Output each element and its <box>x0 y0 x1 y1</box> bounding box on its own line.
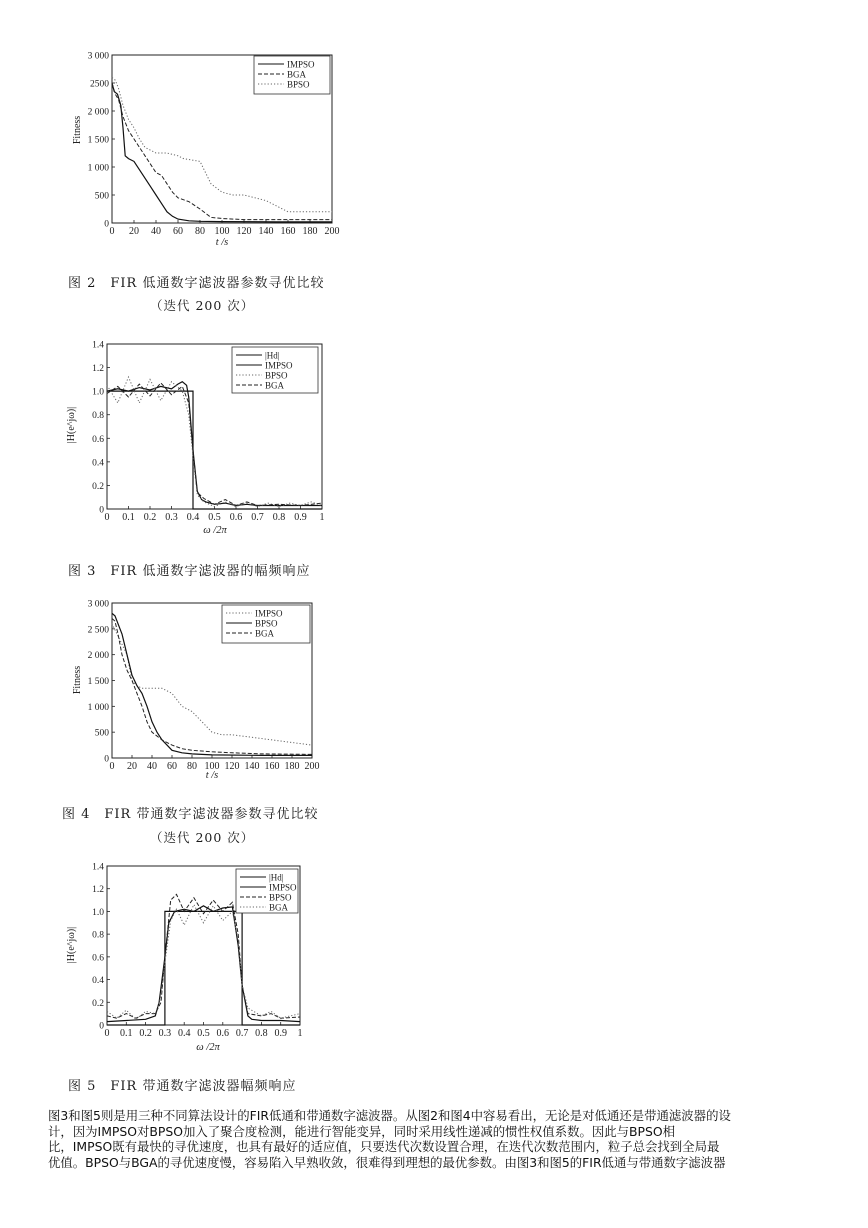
figure-2-subcaption: （迭代 200 次） <box>150 298 255 313</box>
x-axis-label: ω /2π <box>203 525 227 536</box>
y-axis-label: Fitness <box>72 115 83 145</box>
x-axis-label: ω /2π <box>196 1042 220 1053</box>
figure-5-caption <box>68 1075 296 1094</box>
x-tick-label: 180 <box>284 761 300 772</box>
x-tick-label: 80 <box>187 761 197 772</box>
x-tick-label: 160 <box>264 761 280 772</box>
x-tick-label: 0.2 <box>143 512 157 523</box>
legend-label: BPSO <box>287 79 310 90</box>
x-axis-label: t /s <box>215 237 229 248</box>
legend-label: |Hd| <box>265 350 280 361</box>
y-tick-label: 1 000 <box>87 702 109 713</box>
paragraph-line: 计，因为IMPSO对BPSO加入了聚合度检测，能进行智能变异，同时采用线性递减的惯性权值系数。因此与BPSO相 <box>48 1123 676 1139</box>
y-tick-label: 1.2 <box>92 885 104 896</box>
x-tick-label: 0.2 <box>139 1028 152 1039</box>
x-tick-label: 120 <box>236 226 252 237</box>
x-tick-label: 0 <box>104 512 110 523</box>
x-tick-label: 0.4 <box>186 512 200 523</box>
y-tick-label: 1 500 <box>87 135 109 146</box>
y-tick-label: 0.6 <box>92 953 104 964</box>
chart-2 <box>66 341 325 537</box>
caption-text: FIR 带通数字滤波器参数寻优比较 <box>104 807 319 822</box>
paragraph-line: 图3和图5则是用三种不同算法设计的FIR低通和带通数字滤波器。从图2和图4中容易看出，无论是对低通还是带通滤波器的设 <box>48 1108 731 1123</box>
x-tick-label: 0 <box>109 761 115 772</box>
caption-text: FIR 带通数字滤波器幅频响应 <box>110 1079 297 1094</box>
y-tick-label: 1 500 <box>87 677 109 687</box>
legend-label: IMPSO <box>287 59 315 70</box>
legend-label: BGA <box>287 69 307 80</box>
x-tick-label: 200 <box>304 761 320 772</box>
series-line-bga <box>107 380 322 506</box>
legend-label: BPSO <box>255 618 278 629</box>
y-tick-label: 0.2 <box>92 481 104 492</box>
legend-label: BPSO <box>265 370 288 381</box>
legend-label: |Hd| <box>269 872 284 883</box>
legend-label: IMPSO <box>269 882 297 893</box>
x-tick-label: 40 <box>151 226 161 237</box>
paragraph-line: 比，IMPSO既有最快的寻优速度，也具有最好的适应值，只要迭代次数设置合理，在迭代次数范围内，粒子总会找到全局最 <box>48 1139 720 1154</box>
figure-4-caption <box>62 803 318 822</box>
x-tick-label: 0.7 <box>251 512 264 523</box>
series-line-bpso <box>112 77 332 211</box>
x-tick-label: 100 <box>214 226 230 237</box>
y-tick-label: 3 000 <box>87 599 109 610</box>
y-tick-label: 1 000 <box>87 163 109 174</box>
figure-2-caption <box>68 272 324 291</box>
y-tick-label: 0.6 <box>92 434 104 445</box>
y-tick-label: 0.4 <box>92 976 104 987</box>
chart-4 <box>66 863 303 1054</box>
x-tick-label: 0.3 <box>158 1028 172 1039</box>
x-tick-label: 0.9 <box>274 1028 287 1039</box>
x-tick-label: 1 <box>319 512 325 523</box>
series-line-bpso <box>107 377 322 507</box>
y-tick-label: 1.4 <box>92 340 104 351</box>
y-tick-label: 1.2 <box>92 364 104 375</box>
figure-number: 图 2 <box>68 276 97 291</box>
x-tick-label: 1 <box>297 1028 303 1039</box>
y-tick-label: 0.2 <box>92 998 104 1009</box>
legend-label: BGA <box>255 628 275 639</box>
x-tick-label: 140 <box>244 761 260 772</box>
x-tick-label: 0.8 <box>272 512 286 523</box>
y-axis-label: |H(e^jω)| <box>66 406 77 444</box>
legend <box>254 56 330 94</box>
series-line-hd <box>107 911 300 1025</box>
paragraph-line: 优值。BPSO与BGA的寻优速度慢，容易陷入早熟收敛，很难得到理想的最优参数。由图3和图5的FIR低通与带通数字滤波器 <box>48 1154 726 1170</box>
y-tick-label: 500 <box>94 191 109 202</box>
legend <box>222 605 310 643</box>
x-tick-label: 0.8 <box>255 1028 268 1039</box>
y-tick-label: 3 000 <box>87 51 109 62</box>
x-tick-label: 0 <box>104 1028 110 1039</box>
y-tick-label: 1.0 <box>92 907 104 918</box>
figure-number: 图 5 <box>68 1079 97 1094</box>
body-paragraph <box>48 1108 824 1170</box>
figure-3-caption <box>68 560 310 579</box>
figure-4-subcaption: （迭代 200 次） <box>150 830 255 845</box>
legend-label: IMPSO <box>265 360 293 371</box>
legend-label: BGA <box>269 902 289 913</box>
y-tick-label: 500 <box>94 728 109 739</box>
legend-label: BPSO <box>269 892 292 903</box>
figure-number: 图 4 <box>62 807 91 822</box>
caption-text: FIR 低通数字滤波器参数寻优比较 <box>110 276 325 291</box>
x-tick-label: 60 <box>173 226 183 237</box>
x-tick-label: 60 <box>167 761 177 772</box>
y-tick-label: 0 <box>99 1021 104 1032</box>
y-tick-label: 0 <box>104 219 109 230</box>
legend-label: IMPSO <box>255 608 283 619</box>
legend-label: BGA <box>265 380 285 391</box>
x-tick-label: 200 <box>324 226 340 237</box>
x-tick-label: 20 <box>129 226 139 237</box>
y-tick-label: 0.4 <box>92 458 104 469</box>
y-axis-label: |H(e^jω)| <box>66 926 77 964</box>
x-tick-label: 0.7 <box>235 1028 249 1039</box>
x-tick-label: 0.3 <box>165 512 178 523</box>
y-axis-label: Fitness <box>72 665 83 695</box>
x-tick-label: 140 <box>258 226 274 237</box>
x-tick-label: 0.6 <box>216 1028 230 1039</box>
x-tick-label: 80 <box>195 226 205 237</box>
y-tick-label: 0 <box>104 754 109 765</box>
x-tick-label: 40 <box>147 761 157 772</box>
x-tick-label: 0.5 <box>208 512 221 523</box>
caption-text: FIR 低通数字滤波器的幅频响应 <box>110 564 311 579</box>
x-tick-label: 20 <box>127 761 137 772</box>
y-tick-label: 2 000 <box>87 651 109 662</box>
x-tick-label: 0.5 <box>197 1028 210 1039</box>
y-tick-label: 0.8 <box>92 411 104 422</box>
y-tick-label: 2 000 <box>87 107 109 118</box>
y-tick-label: 0 <box>99 505 104 516</box>
x-tick-label: 0.6 <box>229 512 243 523</box>
series-line-bga <box>112 83 332 220</box>
y-tick-label: 1.0 <box>92 387 104 398</box>
x-tick-label: 0.9 <box>294 512 307 523</box>
x-tick-label: 0 <box>109 226 115 237</box>
series-line-impso <box>112 83 332 222</box>
x-tick-label: 100 <box>204 761 220 772</box>
legend <box>232 347 318 393</box>
y-tick-label: 0.8 <box>92 930 104 941</box>
x-tick-label: 160 <box>280 226 296 237</box>
figure-number: 图 3 <box>68 564 97 579</box>
series-line-hd <box>107 391 322 509</box>
chart-3 <box>72 600 320 782</box>
y-tick-label: 2500 <box>90 79 109 90</box>
legend <box>236 869 298 913</box>
x-tick-label: 0.1 <box>120 1028 133 1039</box>
series-line-bga <box>107 902 300 1020</box>
x-tick-label: 0.4 <box>177 1028 191 1039</box>
x-tick-label: 180 <box>302 226 318 237</box>
y-tick-label: 1.4 <box>92 862 104 873</box>
y-tick-label: 2 500 <box>87 625 109 636</box>
x-axis-label: t /s <box>205 770 219 781</box>
x-tick-label: 0.1 <box>122 512 135 523</box>
chart-1 <box>72 52 340 249</box>
x-tick-label: 120 <box>224 761 240 772</box>
series-line-impso <box>107 382 322 506</box>
